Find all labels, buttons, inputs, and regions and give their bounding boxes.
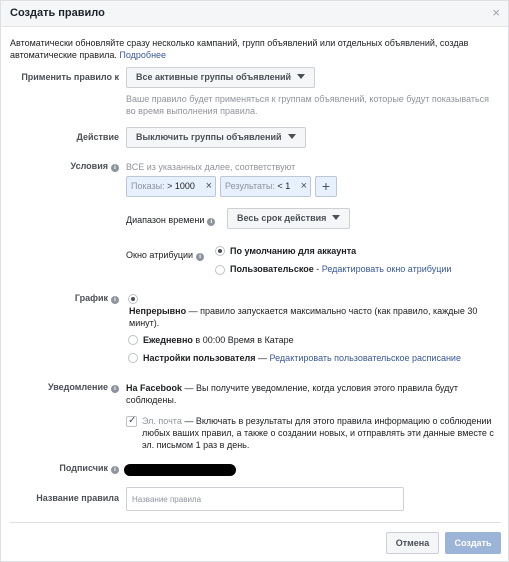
schedule-custom-radio[interactable] (128, 353, 138, 363)
notification-facebook-title: На Facebook (126, 383, 183, 393)
apply-rule-label: Применить правило к (21, 72, 119, 82)
time-range-dropdown[interactable] (227, 208, 350, 229)
remove-condition-icon[interactable]: × (300, 180, 307, 192)
notification-facebook-desc: — Вы получите уведомление, когда условия этого правила будут соблюдены. (126, 383, 458, 405)
apply-rule-dropdown[interactable] (126, 67, 315, 88)
attribution-label (126, 249, 204, 261)
action-dropdown[interactable] (126, 127, 306, 148)
edit-custom-schedule-link[interactable]: Редактировать пользовательское расписание (269, 353, 461, 363)
schedule-daily-label: Ежедневно (143, 335, 193, 345)
learn-more-link[interactable]: Подробнее (119, 50, 167, 60)
schedule-custom-label: Настройки пользователя (143, 353, 256, 363)
info-icon[interactable]: i (111, 466, 119, 474)
info-icon[interactable]: i (111, 164, 119, 172)
subscriber-label-text: Подписчик (59, 463, 108, 473)
schedule-daily-desc: в 00:00 Время в Катаре (192, 335, 294, 345)
subscriber-label (1, 463, 119, 474)
dialog-title: Создать правило (10, 7, 105, 19)
info-icon[interactable]: i (111, 385, 119, 393)
info-icon[interactable]: i (111, 296, 119, 304)
conditions-label (1, 161, 119, 172)
time-range-label (126, 214, 215, 226)
time-range-label-text: Диапазон времени (126, 215, 205, 225)
condition-metric: Показы: (131, 181, 165, 191)
checkmark-icon: ✓ (128, 415, 137, 426)
schedule-continuous-radio[interactable] (128, 294, 138, 304)
edit-attribution-link[interactable]: Редактировать окно атрибуции (321, 264, 452, 274)
notification-label (1, 382, 119, 393)
remove-condition-icon[interactable]: × (205, 180, 212, 192)
notification-label-text: Уведомление (47, 382, 108, 392)
caret-down-icon (288, 134, 296, 139)
notification-facebook (126, 382, 486, 406)
condition-chip-results[interactable] (220, 176, 311, 197)
cancel-button[interactable]: Отмена (386, 532, 439, 554)
email-checkbox[interactable] (126, 416, 137, 427)
attribution-custom-row: Пользовательское - Редактировать окно атрибуции (230, 264, 452, 274)
attribution-custom-label: Пользовательское (230, 264, 314, 274)
info-icon[interactable]: i (207, 218, 215, 226)
footer-divider (10, 522, 501, 523)
add-condition-button[interactable] (315, 176, 337, 197)
subscriber-redacted (124, 464, 236, 476)
attribution-default-label: По умолчанию для аккаунта (230, 246, 357, 256)
schedule-custom-row: Настройки пользователя — Редактировать пользовательское расписание (143, 353, 461, 363)
condition-value: 1000 (174, 181, 195, 191)
create-button[interactable]: Создать (445, 532, 501, 554)
close-icon[interactable]: × (492, 5, 500, 20)
rule-name-label: Название правила (36, 493, 119, 503)
schedule-daily-radio[interactable] (128, 335, 138, 345)
schedule-continuous-row (129, 305, 501, 329)
attribution-default-radio[interactable] (215, 246, 225, 256)
notification-email (142, 415, 497, 451)
attribution-label-text: Окно атрибуции (126, 250, 194, 260)
plus-icon: + (321, 178, 331, 194)
condition-operator: < (277, 181, 283, 191)
intro-description: Автоматически обновляйте сразу несколько кампаний, групп объявлений или отдельных объявлений, создав автоматические правила. (10, 38, 469, 60)
caret-down-icon (332, 215, 340, 220)
schedule-continuous-desc: — правило запускается максимально часто (как правило, каждые 30 минут). (129, 306, 478, 328)
schedule-label (1, 293, 119, 304)
apply-rule-dropdown-value: Все активные группы объявлений (136, 72, 292, 82)
rule-name-input[interactable] (126, 487, 404, 511)
action-label: Действие (76, 132, 119, 142)
conditions-hint: ВСЕ из указанных далее, соответствуют (126, 162, 296, 172)
intro-text (10, 37, 480, 61)
condition-operator: > (167, 181, 173, 191)
schedule-continuous-label: Непрерывно (129, 306, 187, 316)
schedule-daily-row (143, 334, 294, 346)
info-icon[interactable]: i (196, 253, 204, 261)
attribution-custom-radio[interactable] (215, 265, 225, 275)
condition-metric: Результаты: (225, 181, 275, 191)
notification-email-desc: — Включать в результаты для этого правила информацию о соблюдении любых ваших правил, а также о создании новых, и отправлять эти данные вместе с эл. письмом 1 раз в день. (142, 416, 494, 450)
conditions-label-text: Условия (70, 161, 108, 171)
notification-email-title: Эл. почта (142, 416, 182, 426)
time-range-value: Весь срок действия (237, 213, 327, 223)
action-dropdown-value: Выключить группы объявлений (136, 132, 282, 142)
caret-down-icon (297, 74, 305, 79)
apply-rule-help: Ваше правило будет применяться к группам объявлений, которые будут показываться во время выполнения правила. (126, 94, 490, 116)
condition-value: 1 (285, 181, 291, 191)
condition-chip-impressions[interactable] (126, 176, 216, 197)
dialog-header (1, 1, 508, 27)
schedule-label-text: График (74, 293, 108, 303)
